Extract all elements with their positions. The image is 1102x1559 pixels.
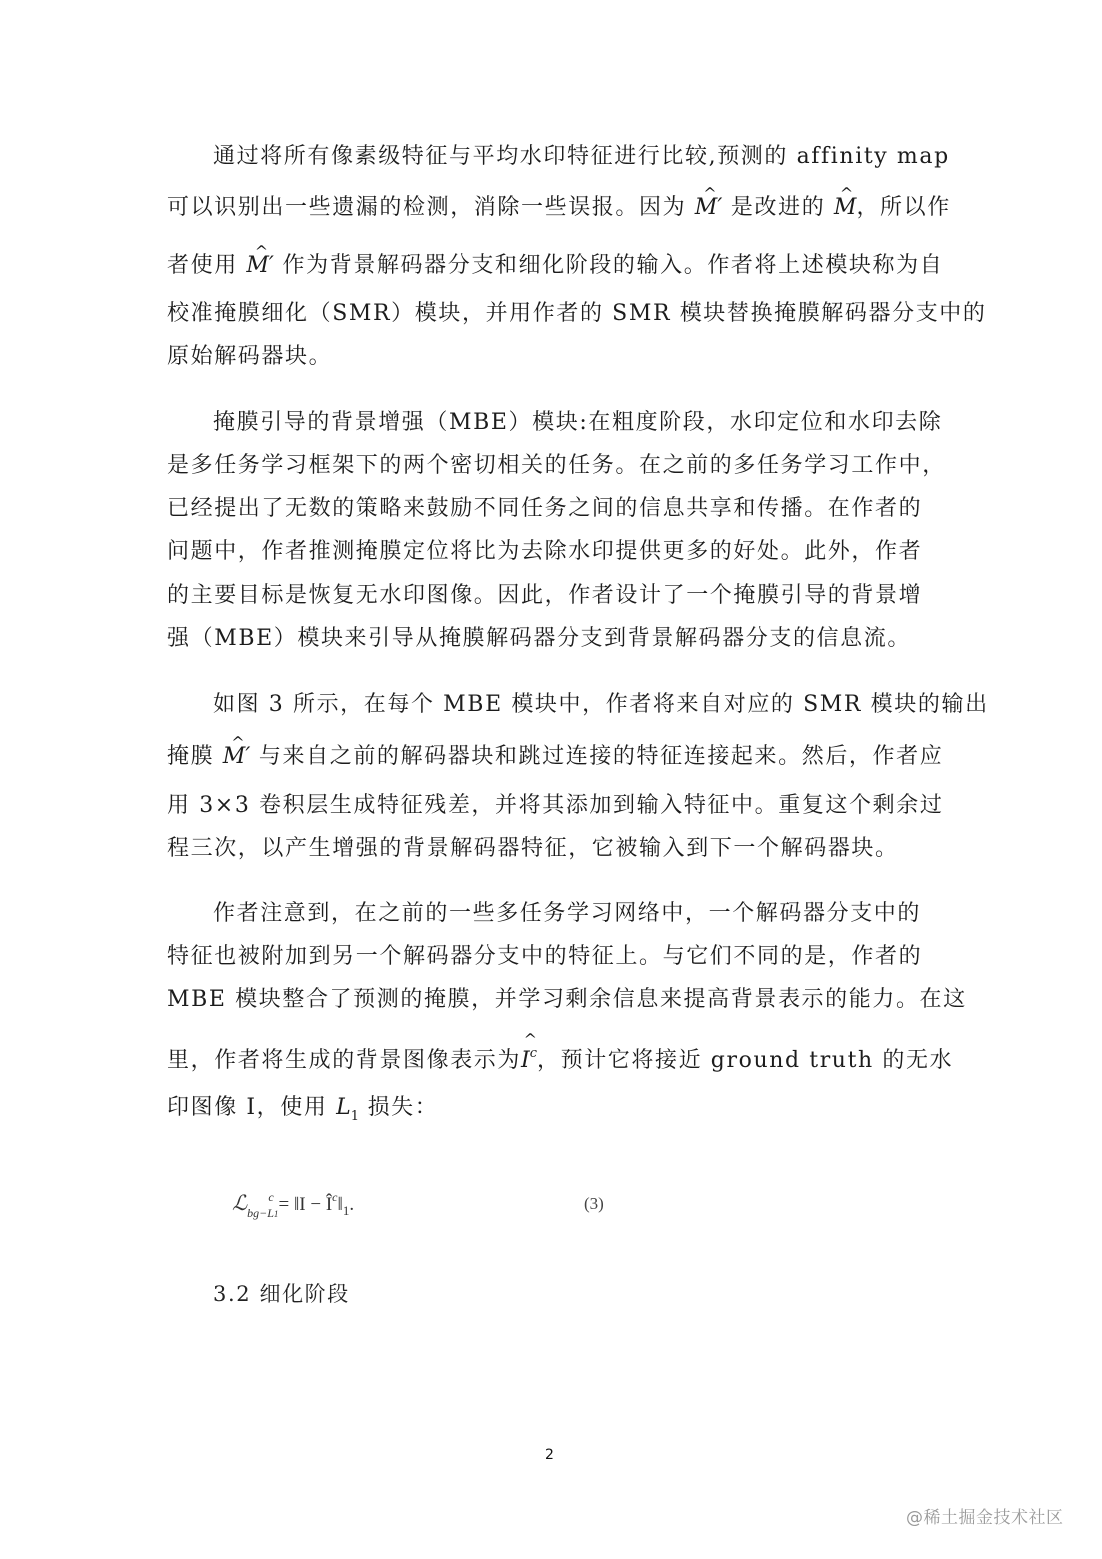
math-m-hat-prime: ^ M′ — [246, 252, 274, 280]
paragraph-2-line-3 — [167, 495, 937, 523]
paragraph-4-line-5 — [167, 1094, 937, 1131]
paragraph-2-line-4 — [167, 538, 937, 566]
paragraph-2-line-6 — [167, 625, 937, 653]
paragraph-3-line-2 — [167, 743, 944, 771]
text: 里，作者将生成的背景图像表示为 — [167, 1048, 522, 1073]
paragraph-1-line-5 — [167, 343, 937, 371]
text: 损失： — [367, 1095, 439, 1120]
text: 强（MBE）模块来引导从掩膜解码器分支到背景解码器分支的信息流。 — [167, 626, 911, 651]
math-m-hat: ^ M — [834, 194, 857, 222]
text: 是改进的 — [730, 195, 826, 220]
text: 掩膜 — [167, 744, 215, 769]
equation-number: (3) — [584, 1194, 604, 1213]
text: 如图 3 所示，在每个 MBE 模块中，作者将来自对应的 SMR 模块的输出 — [213, 692, 989, 717]
equation-rhs: = ‖I − Î — [278, 1194, 333, 1215]
text: ，所以作 — [856, 195, 951, 220]
text: 问题中，作者推测掩膜定位将比为去除水印提供更多的好处。此外，作者 — [167, 539, 923, 564]
watermark: @稀土掘金技术社区 — [906, 1508, 1064, 1528]
text: MBE 模块整合了预测的掩膜，并学习剩余信息来提高背景表示的能力。在这 — [167, 987, 967, 1012]
math-i-hat: ^ $I^c$ — [521, 1040, 537, 1075]
text: 与来自之前的解码器块和跳过连接的特征连接起来。然后，作者应 — [258, 744, 944, 769]
text: 印图像 I，使用 — [167, 1095, 328, 1120]
paragraph-2-line-1 — [213, 409, 943, 437]
text: 已经提出了无数的策略来鼓励不同任务之间的信息共享和传播。在作者的 — [167, 496, 923, 521]
paragraph-2-line-2 — [167, 452, 946, 480]
text: 可以识别出一些遗漏的检测，消除一些误报。因为 — [167, 195, 687, 220]
text: 特征也被附加到另一个解码器分支中的特征上。与它们不同的是，作者的 — [167, 944, 923, 969]
paragraph-4-line-2 — [167, 943, 937, 971]
section-heading: 3.2 细化阶段 — [213, 1282, 350, 1306]
equation-3: ℒ$_{bg-L1}^c$ = ‖I − $Î^c‖_1$. — [232, 1190, 355, 1220]
paragraph-1-line-2 — [167, 194, 951, 222]
text: ，预计它将接近 ground truth 的无水 — [537, 1048, 954, 1073]
paragraph-4-line-4 — [167, 1040, 954, 1075]
loss-symbol: ℒ — [232, 1191, 248, 1215]
paragraph-4-line-3 — [167, 986, 967, 1014]
text: 原始解码器块。 — [167, 344, 333, 369]
paragraph-3-line-3 — [167, 792, 944, 820]
paragraph-1-line-4 — [167, 300, 987, 328]
text: 是多任务学习框架下的两个密切相关的任务。在之前的多任务学习工作中， — [167, 453, 946, 478]
paragraph-2-line-5 — [167, 582, 937, 610]
paragraph-3-line-1 — [213, 691, 989, 719]
text: 通过将所有像素级特征与平均水印特征进行比较,预测的 affinity map — [213, 144, 950, 169]
text: 程三次，以产生增强的背景解码器特征，它被输入到下一个解码器块。 — [167, 836, 899, 861]
paragraph-1-line-1 — [213, 143, 950, 171]
math-l1: $L_1$ — [336, 1095, 359, 1124]
text: 校准掩膜细化（SMR）模块，并用作者的 SMR 模块替换掩膜解码器分支中的 — [167, 301, 987, 326]
text: 者使用 — [167, 253, 238, 278]
text: 的主要目标是恢复无水印图像。因此，作者设计了一个掩膜引导的背景增 — [167, 583, 923, 608]
page-number: 2 — [545, 1447, 554, 1463]
paragraph-3-line-4 — [167, 835, 937, 863]
text: 作者注意到，在之前的一些多任务学习网络中，一个解码器分支中的 — [213, 901, 922, 926]
text: 作为背景解码器分支和细化阶段的输入。作者将上述模块称为自 — [282, 253, 944, 278]
math-m-hat-prime: ^ M′ — [223, 743, 251, 771]
math-m-hat-prime: ^ M′ — [695, 194, 723, 222]
text: 掩膜引导的背景增强（MBE）模块:在粗度阶段，水印定位和水印去除 — [213, 410, 943, 435]
paragraph-1-line-3 — [167, 252, 944, 280]
text: 用 3×3 卷积层生成特征残差，并将其添加到输入特征中。重复这个剩余过 — [167, 793, 944, 818]
paragraph-4-line-1 — [213, 900, 937, 928]
